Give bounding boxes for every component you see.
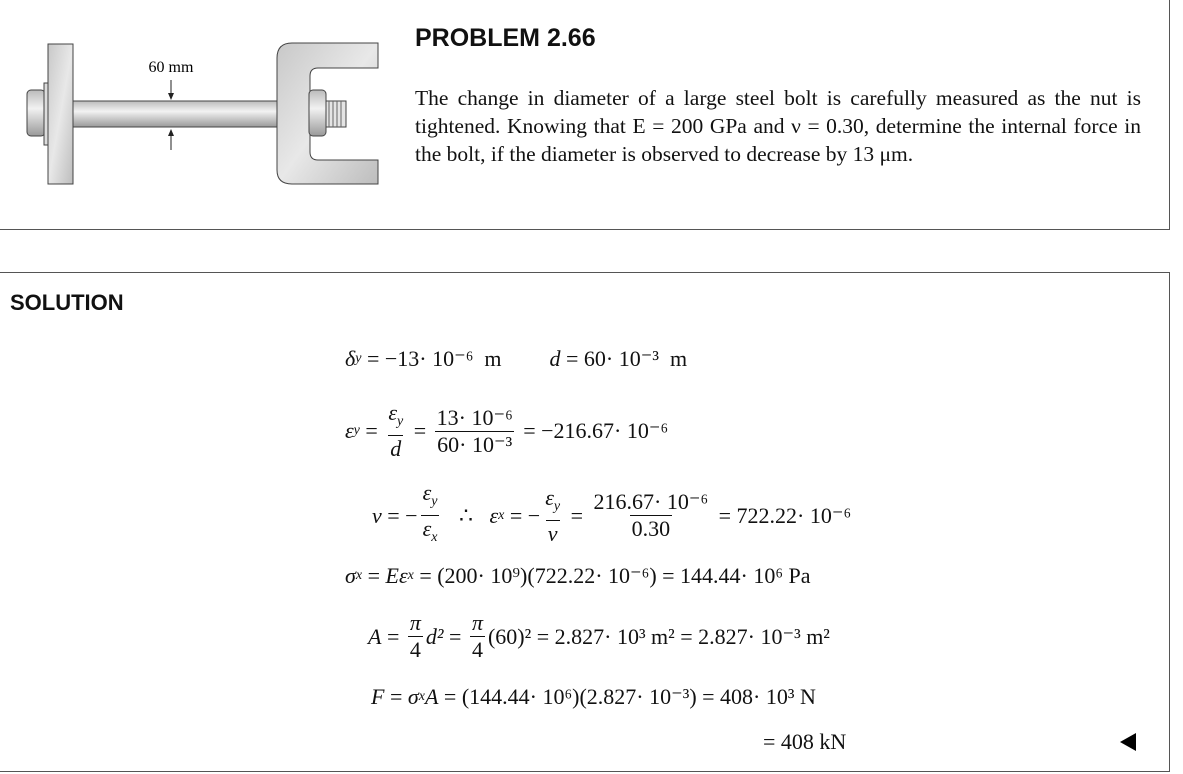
eq-symbol: d²: [425, 623, 444, 649]
eq-numerator: π: [471, 610, 483, 635]
problem-text: The change in diameter of a large steel bolt is carefully measured as the nut is tightened. Knowing that E = 200 GPa and ν = 0.30, determine the internal force in the bolt, if the diameter is observed to decrease by 13 μm.: [415, 86, 1141, 166]
fraction: [592, 489, 711, 542]
eq-subscript: x: [355, 568, 363, 583]
eq-subscript: y: [396, 414, 404, 429]
nut: [309, 90, 326, 136]
eq-subscript: y: [431, 494, 438, 509]
eq-denominator: 4: [471, 637, 483, 662]
fraction: [386, 400, 405, 462]
eq-symbol: ε: [489, 502, 499, 528]
eq-symbol: σ: [345, 563, 356, 588]
eq-text: = −216.67· 10⁻⁶: [517, 418, 669, 443]
eq-denominator: 60· 10⁻³: [437, 431, 513, 457]
eq-denominator: 0.30: [631, 516, 671, 541]
equation-1: [345, 346, 687, 372]
eq-symbol: ε: [345, 418, 354, 443]
fraction: [421, 480, 440, 551]
solution-title: SOLUTION: [10, 290, 124, 315]
bolt-head: [27, 90, 45, 136]
equation-7: [763, 729, 846, 755]
eq-symbol: d: [390, 436, 402, 461]
eq-symbol: σ: [407, 684, 419, 709]
problem-title: PROBLEM 2.66: [415, 24, 596, 52]
equation-6: F = σ x A = (144.44· 10⁶)(2.827· 10⁻³) = 408· 10³ N: [371, 684, 816, 709]
eq-subscript: x: [418, 689, 425, 704]
eq-symbol: ε: [545, 484, 554, 510]
eq-symbol: A: [424, 684, 439, 709]
equation-2: ε y = $\frac{\varepsilon_y}{d}$ = $\frac{\text{13· 10⁻⁶}}{\text{60· 10⁻³}}$ = −216.67· 10⁻⁶: [345, 400, 669, 461]
eq-text: = 60· 10⁻³ m: [560, 346, 688, 371]
eq-numerator: 216.67· 10⁻⁶: [593, 489, 709, 514]
eq-subscript: x: [431, 530, 438, 545]
eq-symbol: ε: [388, 400, 397, 425]
eq-text: = (200· 10⁹)(722.22· 10⁻⁶) = 144.44· 10⁶ Pa: [413, 563, 811, 588]
eq-symbol: ε: [422, 480, 432, 505]
eq-subscript: x: [407, 568, 414, 583]
eq-text: = 722.22· 10⁻⁶: [713, 502, 852, 528]
eq-symbol: d: [549, 346, 561, 371]
equation-3: ν = − $\frac{\varepsilon_y}{\varepsilon_x}$ ∴ ε x = − $\frac{\varepsilon_y}{\nu}$ = $\frac{\text{216.67· 10⁻⁶}}{0.30}$ = 722.22· 10⁻⁶: [372, 480, 851, 551]
eq-numerator: 13· 10⁻⁶: [436, 404, 513, 430]
eq-text: = −13· 10⁻⁶ m: [361, 346, 502, 371]
eq-symbol: Eε: [385, 563, 408, 588]
eq-symbol: A: [368, 623, 382, 649]
answer-marker-icon: [1120, 733, 1136, 751]
eq-symbol: δ: [345, 346, 356, 371]
eq-symbol: ν: [372, 502, 382, 528]
eq-symbol: F: [371, 684, 385, 709]
eq-subscript: y: [353, 423, 360, 438]
fraction: [435, 405, 515, 458]
eq-symbol: ε: [422, 516, 432, 541]
fraction: [470, 610, 485, 663]
wall-plate: [48, 44, 73, 184]
eq-subscript: y: [355, 351, 362, 366]
equation-4: σ x = Eε x = (200· 10⁹)(722.22· 10⁻⁶) = 144.44· 10⁶ Pa: [345, 563, 811, 588]
equation-5: A = $\frac{\pi}{4}$ d² = $\frac{\pi}{4}$ (60)² = 2.827· 10³ m² = 2.827· 10⁻³ m²: [368, 610, 830, 662]
eq-denominator: 4: [409, 637, 421, 662]
bolt-figure: [0, 0, 400, 230]
eq-symbol: ν: [547, 520, 558, 546]
eq-numerator: π: [409, 610, 421, 635]
fraction: [408, 610, 423, 663]
diameter-label: 60 mm: [148, 59, 194, 76]
final-answer: = 408 kN: [763, 729, 847, 754]
washer: [44, 83, 48, 145]
fraction: [543, 485, 562, 547]
eq-text: (60)² = 2.827· 10³ m² = 2.827· 10⁻³ m²: [487, 623, 830, 649]
eq-subscript: x: [498, 507, 505, 523]
therefore-symbol: ∴: [458, 502, 473, 528]
eq-text: = (144.44· 10⁶)(2.827· 10⁻³) = 408· 10³ N: [438, 684, 816, 709]
eq-subscript: y: [553, 498, 561, 514]
bolt-shank: [73, 101, 278, 127]
